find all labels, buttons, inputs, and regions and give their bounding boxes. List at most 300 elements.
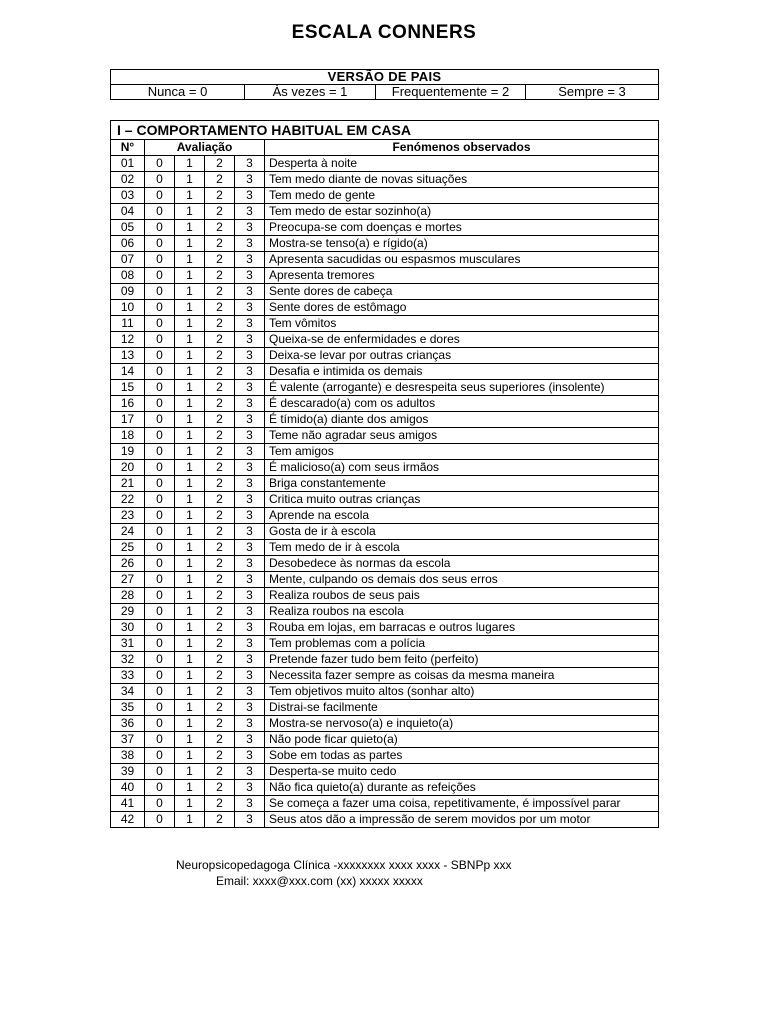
rating-option[interactable]: 2	[205, 716, 235, 732]
item-number: 12	[111, 332, 145, 348]
rating-option[interactable]: 0	[145, 364, 175, 380]
rating-option[interactable]: 3	[235, 540, 265, 556]
item-number: 30	[111, 620, 145, 636]
item-number: 06	[111, 236, 145, 252]
rating-option[interactable]: 1	[175, 172, 205, 188]
rating-option[interactable]: 2	[205, 236, 235, 252]
rating-option[interactable]: 3	[235, 796, 265, 812]
rating-option[interactable]: 0	[145, 172, 175, 188]
column-header-rating: Avaliação	[145, 140, 265, 156]
item-description: Briga constantemente	[265, 476, 659, 492]
item-number: 04	[111, 204, 145, 220]
table-row	[111, 764, 659, 780]
table-row	[111, 268, 659, 284]
rating-option[interactable]: 0	[145, 668, 175, 684]
rating-option[interactable]: 3	[235, 188, 265, 204]
rating-option[interactable]: 1	[175, 604, 205, 620]
table-row	[111, 476, 659, 492]
rating-option[interactable]: 2	[205, 684, 235, 700]
table-row	[111, 284, 659, 300]
rating-option[interactable]: 2	[205, 604, 235, 620]
rating-option[interactable]: 1	[175, 716, 205, 732]
rating-option[interactable]: 0	[145, 316, 175, 332]
item-number: 18	[111, 428, 145, 444]
rating-option[interactable]: 3	[235, 812, 265, 828]
rating-option[interactable]: 0	[145, 652, 175, 668]
table-row	[111, 748, 659, 764]
item-number: 38	[111, 748, 145, 764]
item-number: 29	[111, 604, 145, 620]
item-description: Mostra-se nervoso(a) e inquieto(a)	[265, 716, 659, 732]
rating-option[interactable]: 3	[235, 572, 265, 588]
rating-option[interactable]: 3	[235, 380, 265, 396]
rating-option[interactable]: 1	[175, 380, 205, 396]
rating-option[interactable]: 3	[235, 732, 265, 748]
rating-option[interactable]: 1	[175, 748, 205, 764]
rating-option[interactable]: 3	[235, 460, 265, 476]
table-row	[111, 652, 659, 668]
rating-option[interactable]: 0	[145, 332, 175, 348]
rating-option[interactable]: 1	[175, 428, 205, 444]
rating-option[interactable]: 0	[145, 620, 175, 636]
rating-option[interactable]: 2	[205, 332, 235, 348]
item-number: 22	[111, 492, 145, 508]
rating-option[interactable]: 2	[205, 732, 235, 748]
item-number: 40	[111, 780, 145, 796]
rating-option[interactable]: 2	[205, 796, 235, 812]
rating-option[interactable]: 0	[145, 396, 175, 412]
item-number: 26	[111, 556, 145, 572]
rating-option[interactable]: 0	[145, 588, 175, 604]
item-number: 27	[111, 572, 145, 588]
rating-option[interactable]: 1	[175, 204, 205, 220]
rating-option[interactable]: 1	[175, 220, 205, 236]
table-row	[111, 620, 659, 636]
rating-option[interactable]: 2	[205, 156, 235, 172]
section-title: I – COMPORTAMENTO HABITUAL EM CASA	[111, 121, 659, 140]
table-row	[111, 316, 659, 332]
item-description: Tem objetivos muito altos (sonhar alto)	[265, 684, 659, 700]
rating-option[interactable]: 2	[205, 620, 235, 636]
rating-option[interactable]: 0	[145, 300, 175, 316]
table-row	[111, 156, 659, 172]
item-number: 03	[111, 188, 145, 204]
table-row	[111, 796, 659, 812]
item-description: Não fica quieto(a) durante as refeições	[265, 780, 659, 796]
item-number: 28	[111, 588, 145, 604]
rating-option[interactable]: 3	[235, 652, 265, 668]
table-row	[111, 300, 659, 316]
rating-option[interactable]: 0	[145, 716, 175, 732]
rating-option[interactable]: 0	[145, 348, 175, 364]
rating-option[interactable]: 2	[205, 700, 235, 716]
rating-option[interactable]: 2	[205, 204, 235, 220]
rating-option[interactable]: 1	[175, 460, 205, 476]
item-number: 02	[111, 172, 145, 188]
rating-option[interactable]: 1	[175, 588, 205, 604]
table-row	[111, 716, 659, 732]
rating-option[interactable]: 0	[145, 764, 175, 780]
rating-option[interactable]: 1	[175, 636, 205, 652]
table-row	[111, 412, 659, 428]
table-row	[111, 540, 659, 556]
item-number: 23	[111, 508, 145, 524]
rating-option[interactable]: 3	[235, 700, 265, 716]
rating-option[interactable]: 3	[235, 172, 265, 188]
rating-option[interactable]: 2	[205, 252, 235, 268]
item-description: É descarado(a) com os adultos	[265, 396, 659, 412]
table-row	[111, 556, 659, 572]
item-number: 05	[111, 220, 145, 236]
legend-item: Nunca = 0	[111, 85, 245, 100]
table-row	[111, 428, 659, 444]
item-number: 16	[111, 396, 145, 412]
table-row	[111, 172, 659, 188]
item-description: Gosta de ir à escola	[265, 524, 659, 540]
rating-option[interactable]: 0	[145, 684, 175, 700]
item-description: Tem medo diante de novas situações	[265, 172, 659, 188]
table-row	[111, 220, 659, 236]
rating-option[interactable]: 1	[175, 268, 205, 284]
rating-option[interactable]: 2	[205, 492, 235, 508]
rating-option[interactable]: 0	[145, 236, 175, 252]
rating-option[interactable]: 2	[205, 764, 235, 780]
rating-option[interactable]: 2	[205, 396, 235, 412]
rating-option[interactable]: 3	[235, 524, 265, 540]
table-row	[111, 252, 659, 268]
rating-option[interactable]: 1	[175, 236, 205, 252]
rating-option[interactable]: 1	[175, 396, 205, 412]
rating-option[interactable]: 0	[145, 556, 175, 572]
table-row	[111, 492, 659, 508]
rating-option[interactable]: 0	[145, 204, 175, 220]
table-row	[111, 460, 659, 476]
item-number: 19	[111, 444, 145, 460]
legend-item: Sempre = 3	[526, 85, 659, 100]
table-row	[111, 588, 659, 604]
rating-option[interactable]: 3	[235, 348, 265, 364]
legend-heading: VERSÃO DE PAIS	[111, 70, 659, 85]
rating-option[interactable]: 3	[235, 668, 265, 684]
rating-option[interactable]: 1	[175, 364, 205, 380]
rating-option[interactable]: 2	[205, 572, 235, 588]
rating-option[interactable]: 3	[235, 508, 265, 524]
item-description: Deixa-se levar por outras crianças	[265, 348, 659, 364]
rating-option[interactable]: 2	[205, 300, 235, 316]
item-description: Desperta-se muito cedo	[265, 764, 659, 780]
legend-table	[110, 69, 659, 100]
item-description: Pretende fazer tudo bem feito (perfeito)	[265, 652, 659, 668]
rating-option[interactable]: 3	[235, 764, 265, 780]
rating-option[interactable]: 3	[235, 364, 265, 380]
item-number: 20	[111, 460, 145, 476]
rating-option[interactable]: 1	[175, 524, 205, 540]
table-row	[111, 508, 659, 524]
rating-option[interactable]: 2	[205, 444, 235, 460]
rating-option[interactable]: 0	[145, 796, 175, 812]
rating-option[interactable]: 3	[235, 492, 265, 508]
rating-option[interactable]: 2	[205, 652, 235, 668]
document-title: ESCALA CONNERS	[291, 22, 477, 43]
rating-option[interactable]: 0	[145, 380, 175, 396]
rating-option[interactable]: 3	[235, 476, 265, 492]
rating-option[interactable]: 1	[175, 652, 205, 668]
rating-option[interactable]: 2	[205, 588, 235, 604]
item-description: Tem vômitos	[265, 316, 659, 332]
rating-option[interactable]: 1	[175, 188, 205, 204]
item-description: Preocupa-se com doenças e mortes	[265, 220, 659, 236]
rating-option[interactable]: 0	[145, 412, 175, 428]
item-description: Realiza roubos na escola	[265, 604, 659, 620]
rating-option[interactable]: 1	[175, 412, 205, 428]
item-number: 32	[111, 652, 145, 668]
rating-option[interactable]: 2	[205, 668, 235, 684]
item-number: 17	[111, 412, 145, 428]
rating-option[interactable]: 0	[145, 492, 175, 508]
item-description: Apresenta tremores	[265, 268, 659, 284]
rating-option[interactable]: 2	[205, 748, 235, 764]
rating-option[interactable]: 0	[145, 700, 175, 716]
item-number: 39	[111, 764, 145, 780]
rating-option[interactable]: 2	[205, 476, 235, 492]
table-row	[111, 668, 659, 684]
rating-option[interactable]: 2	[205, 508, 235, 524]
item-description: Tem amigos	[265, 444, 659, 460]
table-row	[111, 348, 659, 364]
rating-option[interactable]: 2	[205, 380, 235, 396]
table-row	[111, 396, 659, 412]
item-description: Realiza roubos de seus pais	[265, 588, 659, 604]
item-description: Tem medo de ir à escola	[265, 540, 659, 556]
rating-option[interactable]: 3	[235, 268, 265, 284]
item-description: Sente dores de cabeça	[265, 284, 659, 300]
rating-option[interactable]: 3	[235, 748, 265, 764]
rating-option[interactable]: 2	[205, 412, 235, 428]
column-header-number: N°	[111, 140, 145, 156]
rating-option[interactable]: 1	[175, 492, 205, 508]
rating-option[interactable]: 0	[145, 732, 175, 748]
rating-option[interactable]: 1	[175, 700, 205, 716]
table-row	[111, 684, 659, 700]
item-description: Critica muito outras crianças	[265, 492, 659, 508]
rating-option[interactable]: 0	[145, 460, 175, 476]
rating-option[interactable]: 3	[235, 716, 265, 732]
item-description: Necessita fazer sempre as coisas da mesma maneira	[265, 668, 659, 684]
rating-option[interactable]: 0	[145, 156, 175, 172]
rating-option[interactable]: 0	[145, 268, 175, 284]
rating-option[interactable]: 1	[175, 316, 205, 332]
footer-line-2: Email: xxxx@xxx.com (xx) xxxxx xxxxx	[216, 874, 423, 888]
rating-option[interactable]: 0	[145, 604, 175, 620]
item-description: Distrai-se facilmente	[265, 700, 659, 716]
table-row	[111, 444, 659, 460]
table-row	[111, 732, 659, 748]
rating-option[interactable]: 1	[175, 684, 205, 700]
item-description: Se começa a fazer uma coisa, repetitivamente, é impossível parar	[265, 796, 659, 812]
rating-option[interactable]: 1	[175, 572, 205, 588]
rating-option[interactable]: 2	[205, 268, 235, 284]
rating-option[interactable]: 1	[175, 332, 205, 348]
legend-item: Frequentemente = 2	[376, 85, 526, 100]
item-description: Aprende na escola	[265, 508, 659, 524]
rating-option[interactable]: 0	[145, 508, 175, 524]
table-row	[111, 812, 659, 828]
rating-option[interactable]: 2	[205, 460, 235, 476]
rating-option[interactable]: 2	[205, 428, 235, 444]
table-row	[111, 332, 659, 348]
rating-option[interactable]: 0	[145, 476, 175, 492]
rating-option[interactable]: 3	[235, 300, 265, 316]
rating-option[interactable]: 3	[235, 316, 265, 332]
item-description: Tem problemas com a polícia	[265, 636, 659, 652]
rating-option[interactable]: 0	[145, 428, 175, 444]
rating-option[interactable]: 2	[205, 540, 235, 556]
item-description: Teme não agradar seus amigos	[265, 428, 659, 444]
rating-option[interactable]: 3	[235, 412, 265, 428]
rating-option[interactable]: 2	[205, 524, 235, 540]
rating-option[interactable]: 2	[205, 556, 235, 572]
item-number: 35	[111, 700, 145, 716]
rating-option[interactable]: 1	[175, 444, 205, 460]
item-number: 25	[111, 540, 145, 556]
rating-option[interactable]: 3	[235, 156, 265, 172]
rating-option[interactable]: 0	[145, 252, 175, 268]
rating-option[interactable]: 1	[175, 508, 205, 524]
rating-option[interactable]: 3	[235, 780, 265, 796]
item-number: 24	[111, 524, 145, 540]
item-number: 15	[111, 380, 145, 396]
rating-option[interactable]: 1	[175, 620, 205, 636]
rating-option[interactable]: 3	[235, 636, 265, 652]
rating-option[interactable]: 1	[175, 348, 205, 364]
legend-item: Às vezes = 1	[245, 85, 376, 100]
rating-option[interactable]: 0	[145, 524, 175, 540]
rating-option[interactable]: 3	[235, 604, 265, 620]
item-number: 36	[111, 716, 145, 732]
rating-option[interactable]: 2	[205, 812, 235, 828]
rating-option[interactable]: 0	[145, 812, 175, 828]
rating-option[interactable]: 2	[205, 172, 235, 188]
item-number: 42	[111, 812, 145, 828]
rating-option[interactable]: 3	[235, 588, 265, 604]
table-row	[111, 188, 659, 204]
item-description: É malicioso(a) com seus irmãos	[265, 460, 659, 476]
item-description: Desafia e intimida os demais	[265, 364, 659, 380]
rating-option[interactable]: 0	[145, 636, 175, 652]
rating-option[interactable]: 0	[145, 444, 175, 460]
rating-option[interactable]: 1	[175, 156, 205, 172]
item-description: Mente, culpando os demais dos seus erros	[265, 572, 659, 588]
rating-option[interactable]: 2	[205, 188, 235, 204]
rating-option[interactable]: 3	[235, 444, 265, 460]
rating-option[interactable]: 1	[175, 764, 205, 780]
rating-option[interactable]: 3	[235, 220, 265, 236]
rating-option[interactable]: 2	[205, 220, 235, 236]
rating-option[interactable]: 0	[145, 284, 175, 300]
rating-option[interactable]: 0	[145, 188, 175, 204]
item-description: Rouba em lojas, em barracas e outros lugares	[265, 620, 659, 636]
item-number: 14	[111, 364, 145, 380]
item-number: 07	[111, 252, 145, 268]
item-number: 10	[111, 300, 145, 316]
rating-option[interactable]: 3	[235, 556, 265, 572]
rating-option[interactable]: 3	[235, 620, 265, 636]
rating-option[interactable]: 0	[145, 220, 175, 236]
item-number: 41	[111, 796, 145, 812]
table-row	[111, 524, 659, 540]
item-description: Mostra-se tenso(a) e rígido(a)	[265, 236, 659, 252]
rating-option[interactable]: 0	[145, 540, 175, 556]
item-number: 21	[111, 476, 145, 492]
rating-option[interactable]: 1	[175, 540, 205, 556]
rating-option[interactable]: 1	[175, 780, 205, 796]
table-row	[111, 236, 659, 252]
rating-option[interactable]: 0	[145, 748, 175, 764]
rating-option[interactable]: 1	[175, 732, 205, 748]
rating-option[interactable]: 1	[175, 476, 205, 492]
item-description: Desobedece às normas da escola	[265, 556, 659, 572]
table-row	[111, 572, 659, 588]
table-row	[111, 700, 659, 716]
item-number: 33	[111, 668, 145, 684]
rating-option[interactable]: 2	[205, 348, 235, 364]
item-description: Desperta à noite	[265, 156, 659, 172]
rating-option[interactable]: 0	[145, 780, 175, 796]
rating-option[interactable]: 2	[205, 780, 235, 796]
rating-option[interactable]: 1	[175, 812, 205, 828]
rating-option[interactable]: 0	[145, 572, 175, 588]
item-description: Não pode ficar quieto(a)	[265, 732, 659, 748]
rating-option[interactable]: 1	[175, 796, 205, 812]
rating-option[interactable]: 3	[235, 684, 265, 700]
table-row	[111, 604, 659, 620]
rating-option[interactable]: 3	[235, 428, 265, 444]
table-row	[111, 380, 659, 396]
item-number: 11	[111, 316, 145, 332]
rating-option[interactable]: 1	[175, 668, 205, 684]
table-row	[111, 780, 659, 796]
item-number: 09	[111, 284, 145, 300]
item-description: Tem medo de gente	[265, 188, 659, 204]
table-row	[111, 204, 659, 220]
rating-option[interactable]: 1	[175, 284, 205, 300]
rating-option[interactable]: 2	[205, 636, 235, 652]
item-description: Seus atos dão a impressão de serem movidos por um motor	[265, 812, 659, 828]
rating-option[interactable]: 1	[175, 300, 205, 316]
rating-option[interactable]: 3	[235, 284, 265, 300]
item-number: 08	[111, 268, 145, 284]
rating-option[interactable]: 3	[235, 204, 265, 220]
rating-option[interactable]: 2	[205, 364, 235, 380]
item-number: 01	[111, 156, 145, 172]
rating-option[interactable]: 3	[235, 332, 265, 348]
item-description: Sobe em todas as partes	[265, 748, 659, 764]
item-description: Sente dores de estômago	[265, 300, 659, 316]
column-header-phenomena: Fenómenos observados	[265, 140, 659, 156]
item-description: É valente (arrogante) e desrespeita seus superiores (insolente)	[265, 380, 659, 396]
rating-option[interactable]: 3	[235, 396, 265, 412]
rating-option[interactable]: 2	[205, 284, 235, 300]
rating-option[interactable]: 1	[175, 252, 205, 268]
rating-option[interactable]: 2	[205, 316, 235, 332]
rating-option[interactable]: 3	[235, 252, 265, 268]
behavior-table	[110, 120, 659, 828]
table-row	[111, 364, 659, 380]
item-number: 34	[111, 684, 145, 700]
item-description: Tem medo de estar sozinho(a)	[265, 204, 659, 220]
rating-option[interactable]: 1	[175, 556, 205, 572]
rating-option[interactable]: 3	[235, 236, 265, 252]
